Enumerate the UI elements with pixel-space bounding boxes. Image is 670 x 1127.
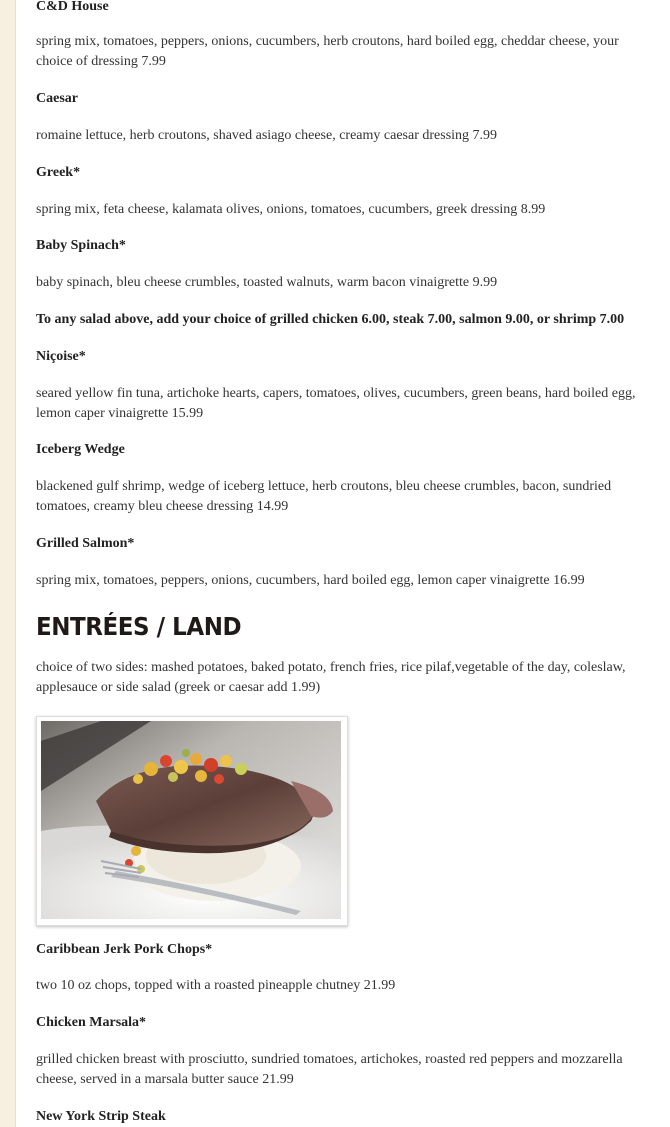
menu-item-description: spring mix, feta cheese, kalamata olives, onions, tomatoes, cucumbers, greek dressing 8.99 bbox=[36, 202, 546, 217]
menu-item-title: Greek* bbox=[36, 165, 81, 180]
menu-item-title: Chicken Marsala* bbox=[36, 1015, 147, 1030]
menu-page bbox=[15, 0, 670, 1127]
menu-item-title: New York Strip Steak bbox=[36, 1109, 166, 1124]
pork-chop-photo bbox=[36, 716, 348, 926]
menu-item-description: spring mix, tomatoes, peppers, onions, cucumbers, hard boiled egg, lemon caper vinaigrette 16.99 bbox=[36, 573, 585, 588]
menu-item-title: Caesar bbox=[36, 91, 78, 106]
menu-item-title: C&D House bbox=[36, 0, 109, 14]
menu-item-description: spring mix, tomatoes, peppers, onions, cucumbers, herb croutons, hard boiled egg, cheddar cheese, your choice of dressing 7.99 bbox=[36, 34, 619, 69]
menu-item-title: Iceberg Wedge bbox=[36, 442, 125, 457]
menu-item-title: Baby Spinach* bbox=[36, 238, 126, 253]
menu-item-title: Grilled Salmon* bbox=[36, 536, 135, 551]
menu-item-title: Caribbean Jerk Pork Chops* bbox=[36, 942, 213, 957]
menu-item-description: romaine lettuce, herb croutons, shaved asiago cheese, creamy caesar dressing 7.99 bbox=[36, 128, 498, 143]
menu-item-description: baby spinach, bleu cheese crumbles, toasted walnuts, warm bacon vinaigrette 9.99 bbox=[36, 275, 498, 290]
addon-note: To any salad above, add your choice of grilled chicken 6.00, steak 7.00, salmon 9.00, or shrimp 7.00 bbox=[36, 312, 625, 327]
menu-item-description: two 10 oz chops, topped with a roasted pineapple chutney 21.99 bbox=[36, 978, 396, 993]
menu-item-description: blackened gulf shrimp, wedge of iceberg lettuce, herb croutons, bleu cheese crumbles, bacon, sundried tomatoes, creamy bleu cheese dressing 14.99 bbox=[36, 479, 612, 514]
pork-chop-image bbox=[41, 721, 341, 919]
sides-note: choice of two sides: mashed potatoes, baked potato, french fries, rice pilaf,vegetable of the day, coleslaw, applesauce or side salad (greek or caesar add 1.99) bbox=[36, 660, 626, 695]
section-heading-entrees: ENTRÉES / LAND bbox=[36, 612, 242, 641]
menu-item-description: grilled chicken breast with prosciutto, sundried tomatoes, artichokes, roasted red peppers and mozzarella cheese, served in a marsala butter sauce 21.99 bbox=[36, 1052, 623, 1087]
menu-item-title: Niçoise* bbox=[36, 349, 86, 364]
menu-item-description: seared yellow fin tuna, artichoke hearts, capers, tomatoes, olives, cucumbers, green beans, hard boiled egg, lemon caper vinaigrette 15.99 bbox=[36, 386, 636, 421]
